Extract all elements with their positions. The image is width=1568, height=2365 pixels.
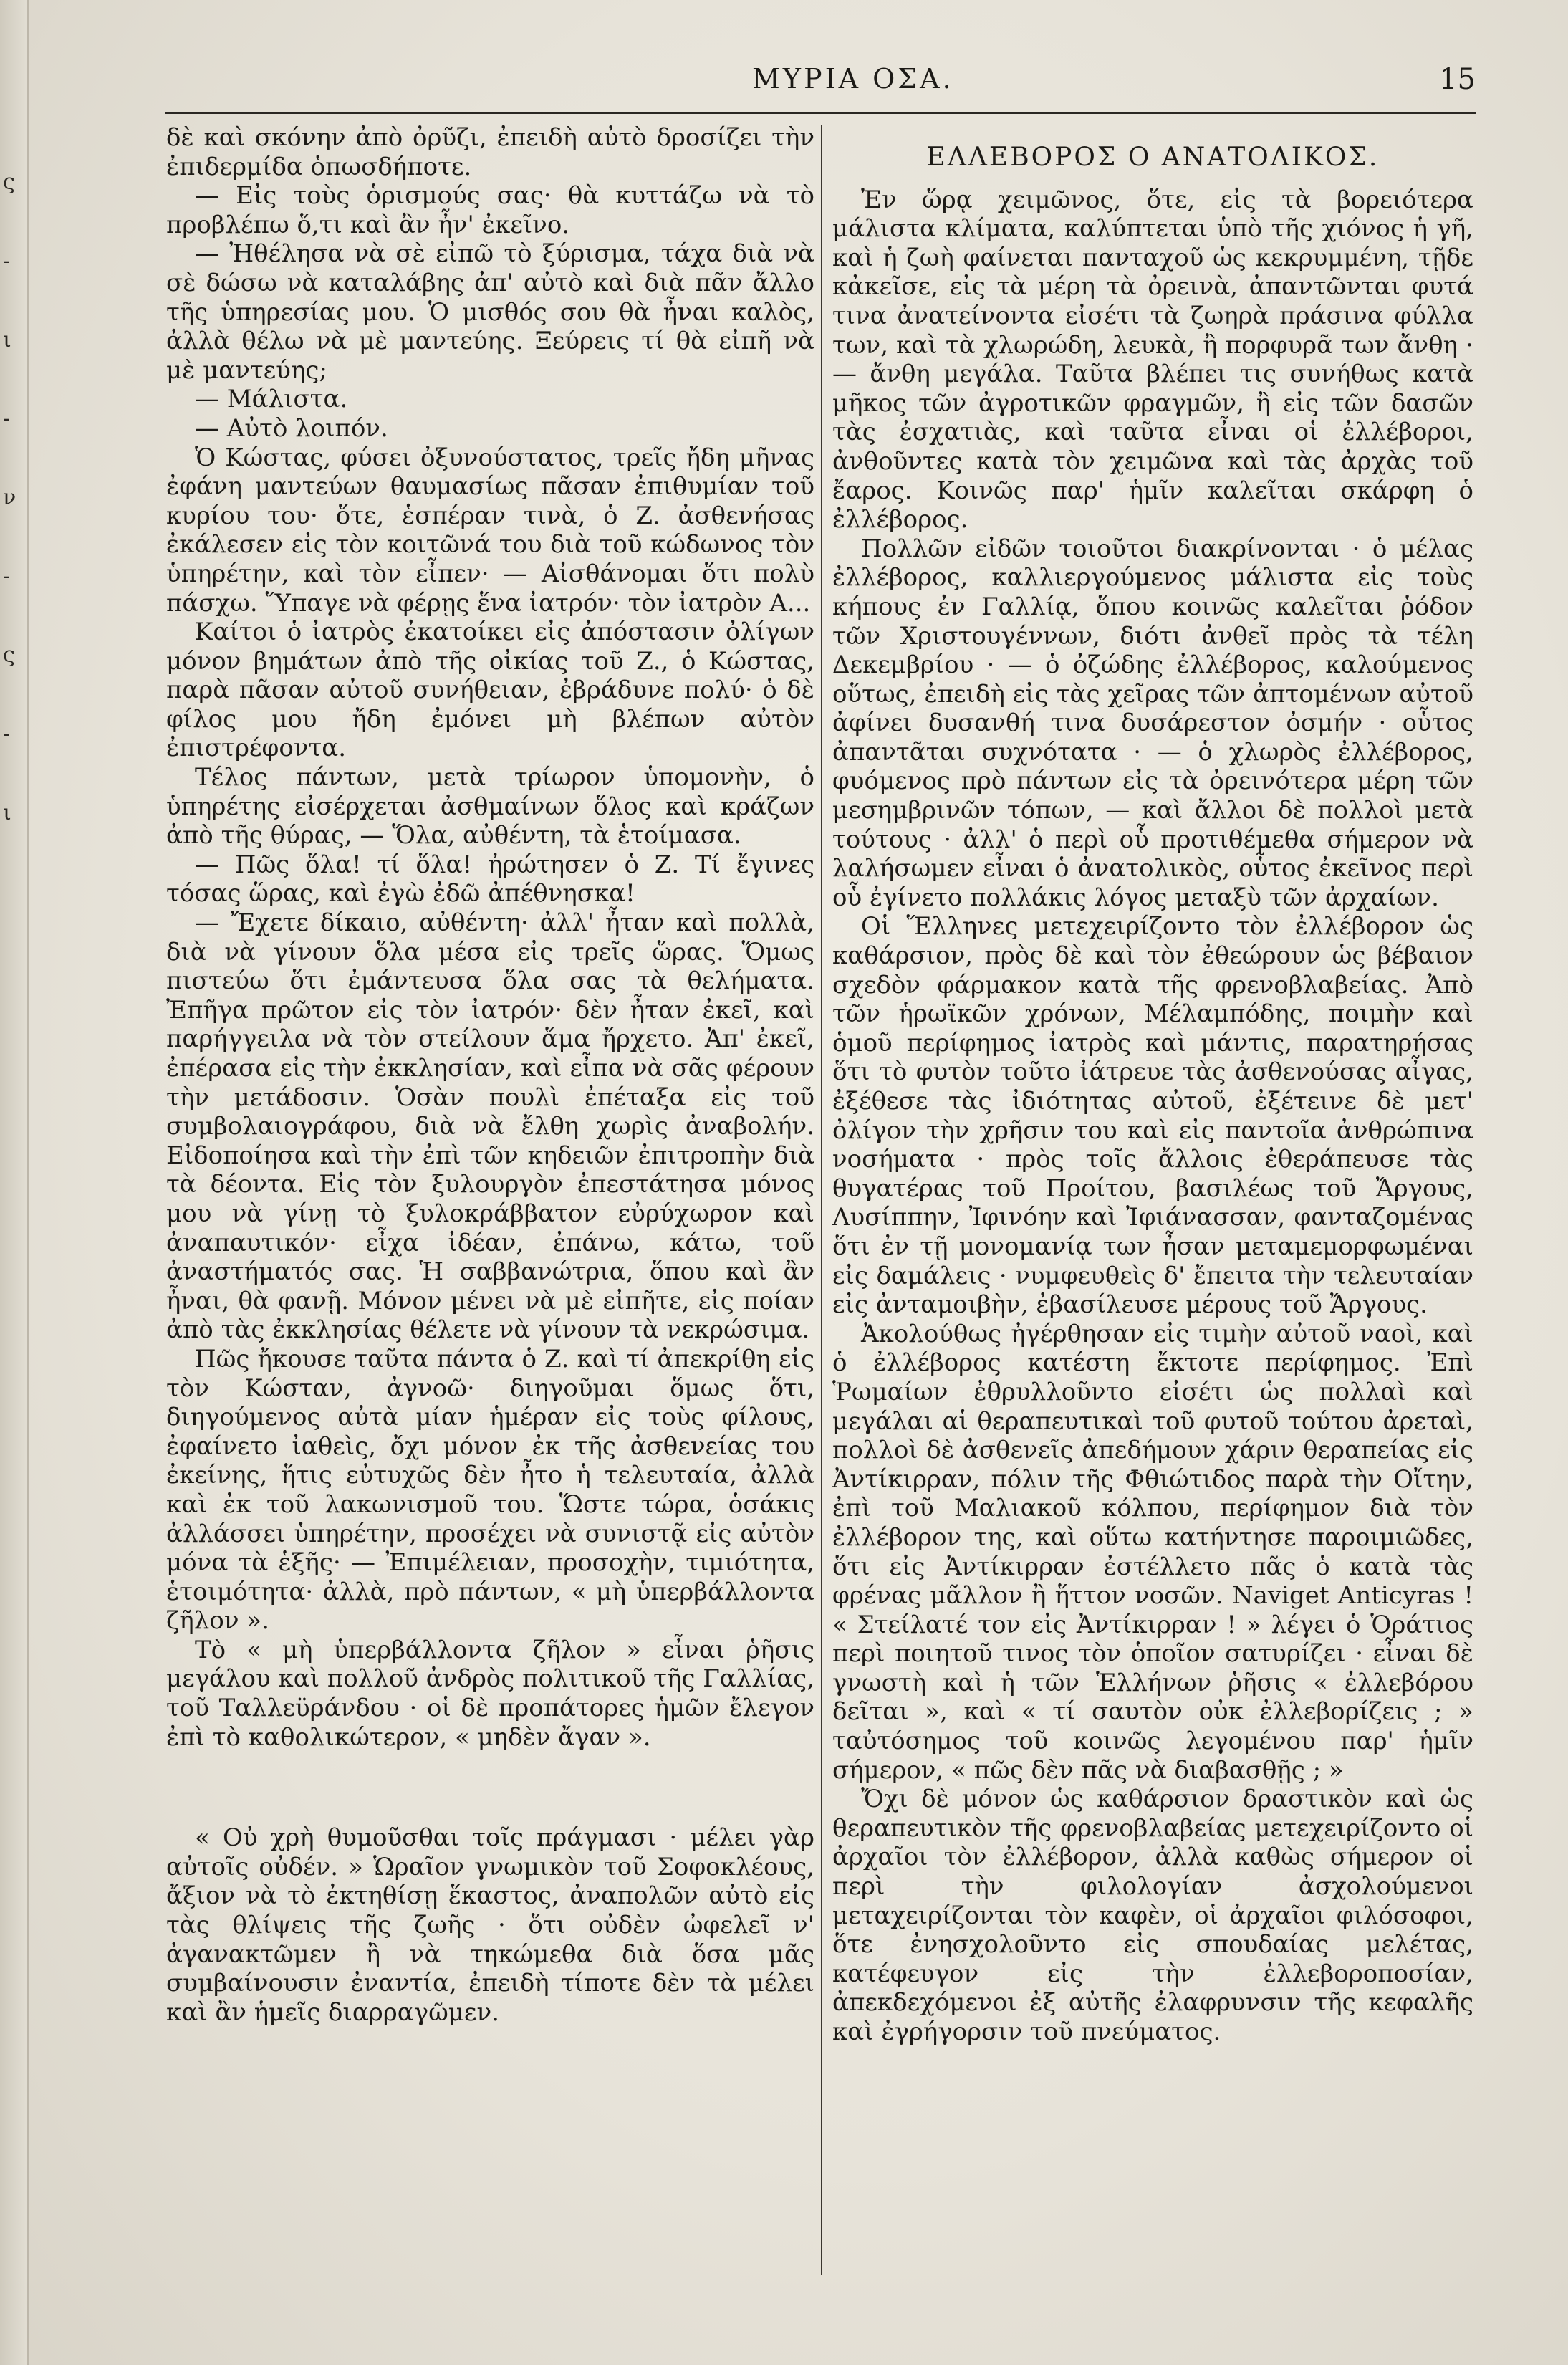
paragraph: Τὸ « μὴ ὑπερβάλλοντα ζῆλον » εἶναι ῥῆσις μεγάλου καὶ πολλοῦ ἀνδρὸς πολιτικοῦ τῆς Γαλλίας, τοῦ Ταλλεϋράνδου · οἱ δὲ προπάτορες ἡμῶν ἔλεγον ἐπὶ τὸ καθολικώτερον, « μηδὲν ἄγαν ».: [166, 1635, 814, 1752]
article-heading: ΕΛΛΕΒΟΡΟΣ Ο ΑΝΑΤΟΛΙΚΟΣ.: [926, 143, 1380, 172]
page-number: 15: [1439, 63, 1476, 96]
header-rule: [165, 112, 1476, 114]
adjacent-page-fragments: ς - ι - ν - ς - ι: [3, 170, 16, 825]
paragraph: Ἐν ὥρᾳ χειμῶνος, ὅτε, εἰς τὰ βορειότερα μάλιστα κλίματα, καλύπτεται ὑπὸ τῆς χιόνος ἡ γῆ, καὶ ἡ ζωὴ φαίνεται πανταχοῦ ὡς κεκρυμμένη, τῇδε κἀκεῖσε, εἰς τὰ μέρη τὰ ὀρεινὰ, ἀπαντῶνται φυτά τινα ἀνατείνοντα εἰσέτι τὰ ζωηρὰ πράσινα φύλλα των, καὶ τὰ χλωρώδη, λευκὰ, ἢ πορφυρᾶ των ἄνθη · — ἄνθη μεγάλα. Ταῦτα βλέπει τις συνήθως κατὰ μῆκος τῶν ἀγροτικῶν φραγμῶν, ἢ εἰς τῶν δασῶν τὰς ἐσχατιὰς, καὶ ταῦτα εἶναι οἱ ἐλλέβοροι, ἀνθοῦντες κατὰ τὸν χειμῶνα καὶ τὰς ἀρχὰς τοῦ ἔαρος. Κοινῶς παρ' ἡμῖν καλεῖται σκάρφη ὁ ἐλλέβορος.: [832, 185, 1473, 534]
paragraph: Τέλος πάντων, μετὰ τρίωρον ὑπομονὴν, ὁ ὑπηρέτης εἰσέρχεται ἀσθμαίνων ὅλος καὶ κράζων ἀπὸ τῆς θύρας, — Ὅλα, αὐθέντη, τὰ ἑτοίμασα.: [166, 763, 814, 850]
paragraph: — Μάλιστα.: [195, 385, 348, 414]
left-column: [166, 123, 814, 2027]
quotation-paragraph: « Οὐ χρὴ θυμοῦσθαι τοῖς πράγμασι · μέλει γὰρ αὐτοῖς οὐδέν. » Ὡραῖον γνωμικὸν τοῦ Σοφοκλέους, ἄξιον νὰ τὸ ἐκτηθίσῃ ἕκαστος, ἀναπολῶν αὐτὸ εἰς τὰς θλίψεις τῆς ζωῆς · ὅτι οὐδὲν ὠφελεῖ ν' ἀγανακτῶμεν ἢ νὰ τηκώμεθα διὰ ὅσα μᾶς συμβαίνουσιν ἐναντία, ἐπειδὴ τίποτε δὲν τὰ μέλει καὶ ἂν ἡμεῖς διαρραγῶμεν.: [166, 1823, 814, 2027]
paragraph: Ἀκολούθως ἠγέρθησαν εἰς τιμὴν αὐτοῦ ναοὶ, καὶ ὁ ἐλλέβορος κατέστη ἔκτοτε περίφημος. Ἐπὶ Ῥωμαίων ἐθρυλλοῦντο εἰσέτι ὡς πολλαὶ καὶ μεγάλαι αἱ θεραπευτικαὶ τοῦ φυτοῦ τούτου ἀρεταὶ, πολλοὶ δὲ ἀσθενεῖς ἀπεδήμουν χάριν θεραπείας εἰς Ἀντίκιρραν, πόλιν τῆς Φθιώτιδος παρὰ τὴν Οἴτην, ἐπὶ τοῦ Μαλιακοῦ κόλπου, περίφημον διὰ τὸν ἐλλέβορον της, καὶ οὕτω κατήντησε παροιμιῶδες, ὅτι εἰς Ἀντίκιρραν ἐστέλλετο πᾶς ὁ κατὰ τὰς φρένας μᾶλλον ἢ ἥττον νοσῶν. Naviget Anticyras ! « Στείλατέ τον εἰς Ἀντίκιρραν ! » λέγει ὁ Ὁράτιος περὶ ποιητοῦ τινος τὸν ὁποῖον σατυρίζει · εἶναι δὲ γνωστὴ καὶ ἡ τῶν Ἑλλήνων ῥῆσις « ἐλλεβόρου δεῖται », καὶ « τί σαυτὸν οὐκ ἐλλεβορίζεις ; » ταὐτόσημος τοῦ κοινῶς λεγομένου παρ' ἡμῖν σήμερον, « πῶς δὲν πᾶς νὰ διαβασθῇς ; »: [832, 1319, 1473, 1785]
paragraph: Πολλῶν εἰδῶν τοιοῦτοι διακρίνονται · ὁ μέλας ἐλλέβορος, καλλιεργούμενος μάλιστα εἰς τοὺς κήπους ἐν Γαλλίᾳ, ὅπου κοινῶς καλεῖται ῥόδον τῶν Χριστουγέννων, διότι ἀνθεῖ πρὸς τὰ τέλη Δεκεμβρίου · — ὁ ὀζώδης ἐλλέβορος, καλούμενος οὕτως, ἐπειδὴ εἰς τὰς χεῖρας τῶν ἀπτομένων αὐτοῦ ἀφίνει δυσανθή τινα δυσάρεστον ὀσμήν · οὗτος ἀπαντᾶται συχνότατα · — ὁ χλωρὸς ἐλλέβορος, φυόμενος πρὸ πάντων εἰς τὰ ὀρεινότερα μέρη τῶν μεσημβρινῶν τόπων, — καὶ ἄλλοι δὲ πολλοὶ μετὰ τούτους · ἀλλ' ὁ περὶ οὗ προτιθέμεθα σήμερον νὰ λαλήσωμεν εἶναι ὁ ἀνατολικὸς, οὗτος ἐκεῖνος περὶ οὗ ἐγίνετο πολλάκις λόγος μεταξὺ τῶν ἀρχαίων.: [832, 534, 1473, 912]
paragraph: Ὁ Κώστας, φύσει ὀξυνούστατος, τρεῖς ἤδη μῆνας ἐφάνη μαντεύων θαυμασίως πᾶσαν ἐπιθυμίαν τοῦ κυρίου του· ὅτε, ἑσπέραν τινὰ, ὁ Ζ. ἀσθενήσας ἐκάλεσεν εἰς τὸν κοιτῶνά του διὰ τοῦ κώδωνος τὸν ὑπηρέτην, καὶ τὸν εἶπεν· — Αἰσθάνομαι ὅτι πολὺ πάσχω. Ὕπαγε νὰ φέρῃς ἕνα ἰατρόν· τὸν ἰατρὸν Α...: [166, 443, 814, 618]
paragraph: — Αὐτὸ λοιπόν.: [195, 413, 388, 443]
running-title: ΜΥΡΙΑ ΟΣΑ.: [752, 63, 954, 95]
section-gap: [166, 1752, 814, 1823]
paragraph: — Ἔχετε δίκαιο, αὐθέντη· ἀλλ' ἦταν καὶ πολλὰ, διὰ νὰ γίνουν ὅλα μέσα εἰς τρεῖς ὥρας. Ὅμως πιστεύω ὅτι ἐμάντευσα ὅλα σας τὰ θελήματα. Ἐπῆγα πρῶτον εἰς τὸν ἰατρόν· δὲν ἦταν ἐκεῖ, καὶ παρήγγειλα νὰ τὸν στείλουν ἅμα ἤρχετο. Ἀπ' ἐκεῖ, ἐπέρασα εἰς τὴν ἐκκλησίαν, καὶ εἶπα νὰ σᾶς φέρουν τὴν μετάδοσιν. Ὁσὰν πουλὶ ἐπέταξα εἰς τοῦ συμβολαιογράφου, διὰ νὰ ἔλθη χωρὶς ἀναβολήν. Εἰδοποίησα καὶ τὴν ἐπὶ τῶν κηδειῶν ἐπιτροπὴν διὰ τὰ δέοντα. Εἰς τὸν ξυλουργὸν ἐπεστάτησα μόνος μου νὰ γίνῃ τὸ ξυλοκράββατον εὐρύχωρον καὶ ἀναπαυτικόν· εἶχα ἰδέαν, ἐπάνω, κάτω, τοῦ ἀναστήματός σας. Ἡ σαββανώτρια, ὅπου καὶ ἂν ἦναι, θὰ φανῇ. Μόνον μένει νὰ μὲ εἰπῆτε, εἰς ποίαν ἀπὸ τὰς ἐκκλησίας θέλετε νὰ γίνουν τὰ νεκρώσιμα.: [166, 908, 814, 1345]
paragraph: — Ἠθέλησα νὰ σὲ εἰπῶ τὸ ξύρισμα, τάχα διὰ νὰ σὲ δώσω νὰ καταλάβης ἀπ' αὐτὸ καὶ διὰ πᾶν ἄλλο τῆς ὑπηρεσίας μου. Ὁ μισθός σου θὰ ἦναι καλὸς, ἀλλὰ θέλω νὰ μὲ μαντεύης. Ξεύρεις τί θὰ εἰπῆ νὰ μὲ μαντεύης;: [166, 239, 814, 385]
paragraph: — Πῶς ὅλα! τί ὅλα! ἠρώτησεν ὁ Ζ. Τί ἔγινες τόσας ὥρας, καὶ ἐγὼ ἐδῶ ἀπέθνησκα!: [166, 850, 814, 908]
column-divider: [821, 125, 822, 2275]
paragraph: Ὄχι δὲ μόνον ὡς καθάρσιον δραστικὸν καὶ ὡς θεραπευτικὸν τῆς φρενοβλαβείας μετεχειρίζοντο οἱ ἀρχαῖοι τὸν ἐλλέβορον, ἀλλὰ καθὼς σήμερον οἱ περὶ τὴν φιλολογίαν ἀσχολούμενοι μεταχειρίζονται τὸν καφὲν, οἱ ἀρχαῖοι φιλόσοφοι, ὅτε ἐνησχολοῦντο εἰς σπουδαίας μελέτας, κατέφευγον εἰς τὴν ἐλλεβοροποσίαν, ἀπεκδεχόμενοι ἐξ αὐτῆς ἐλαφρυνσιν τῆς κεφαλῆς καὶ ἐγρήγορσιν τοῦ πνεύματος.: [832, 1785, 1473, 2046]
right-column: [832, 123, 1473, 2047]
paragraph: Οἱ Ἕλληνες μετεχειρίζοντο τὸν ἐλλέβορον ὡς καθάρσιον, πρὸς δὲ καὶ τὸν ἐθεώρουν ὡς βέβαιον σχεδὸν φάρμακον κατὰ τῆς φρενοβλαβείας. Ἀπὸ τῶν ἡρωϊκῶν χρόνων, Μέλαμπόδης, ποιμὴν καὶ ὁμοῦ περίφημος ἰατρὸς καὶ μάντις, παρατηρήσας ὅτι τὸ φυτὸν τοῦτο ἰάτρευε τὰς ἀσθενούσας αἶγας, ἐξέθεσε τὰς ἰδιότητας αὐτοῦ, ἐξέτεινε δὲ μετ' ὀλίγον τὴν χρῆσιν του καὶ εἰς παντοῖα ἀνθρώπινα νοσήματα · πρὸς τοῖς ἄλλοις ἐθεράπευσε τὰς θυγατέρας τοῦ Προίτου, βασιλέως τοῦ Ἄργους, Λυσίππην, Ἰφινόην καὶ Ἰφιάνασσαν, φανταζομένας ὅτι ἐν τῇ μονομανίᾳ των ἦσαν μεταμεμορφωμέναι εἰς δαμάλεις · νυμφευθεὶς δ' ἔπειτα τὴν τελευταίαν εἰς ἀνταμοιβὴν, ἐβασίλευσε μέρους τοῦ Ἄργους.: [832, 912, 1473, 1320]
page-header: [165, 63, 1476, 106]
paragraph: δὲ καὶ σκόνην ἀπὸ ὀρῦζι, ἐπειδὴ αὐτὸ δροσίζει τὴν ἐπιδερμίδα ὁπωσδήποτε.: [166, 123, 814, 181]
paragraph: Καίτοι ὁ ἰατρὸς ἐκατοίκει εἰς ἀπόστασιν ὀλίγων μόνον βημάτων ἀπὸ τῆς οἰκίας τοῦ Ζ., ὁ Κώστας, παρὰ πᾶσαν αὐτοῦ συνήθειαν, ἐβράδυνε πολύ· ὁ δὲ φίλος μου ἤδη ἐμόνει μὴ βλέπων αὐτὸν ἐπιστρέφοντα.: [166, 618, 814, 763]
adjacent-page-margin: [0, 0, 29, 2365]
paragraph: Πῶς ἤκουσε ταῦτα πάντα ὁ Ζ. καὶ τί ἀπεκρίθη εἰς τὸν Κώσταν, ἀγνοῶ· διηγοῦμαι ὅμως ὅτι, διηγούμενος αὐτὰ μίαν ἡμέραν εἰς τοὺς φίλους, ἐφαίνετο ἰαθεὶς, ὄχι μόνον ἐκ τῆς ἀσθενείας του ἐκείνης, ἥτις εὐτυχῶς δὲν ἦτο ἡ τελευταία, ἀλλὰ καὶ ἐκ τοῦ λακωνισμοῦ του. Ὥστε τώρα, ὁσάκις ἀλλάσσει ὑπηρέτην, προσέχει νὰ συνιστᾷ εἰς αὐτὸν μόνα τὰ ἑξῆς· — Ἐπιμέλειαν, προσοχὴν, τιμιότητα, ἑτοιμότητα· ἀλλὰ, πρὸ πάντων, « μὴ ὑπερβάλλοντα ζῆλον ».: [166, 1344, 814, 1636]
paragraph: — Εἰς τοὺς ὁρισμούς σας· θὰ κυττάζω νὰ τὸ προβλέπω ὅ,τι καὶ ἂν ἦν' ἐκεῖνο.: [166, 181, 814, 239]
